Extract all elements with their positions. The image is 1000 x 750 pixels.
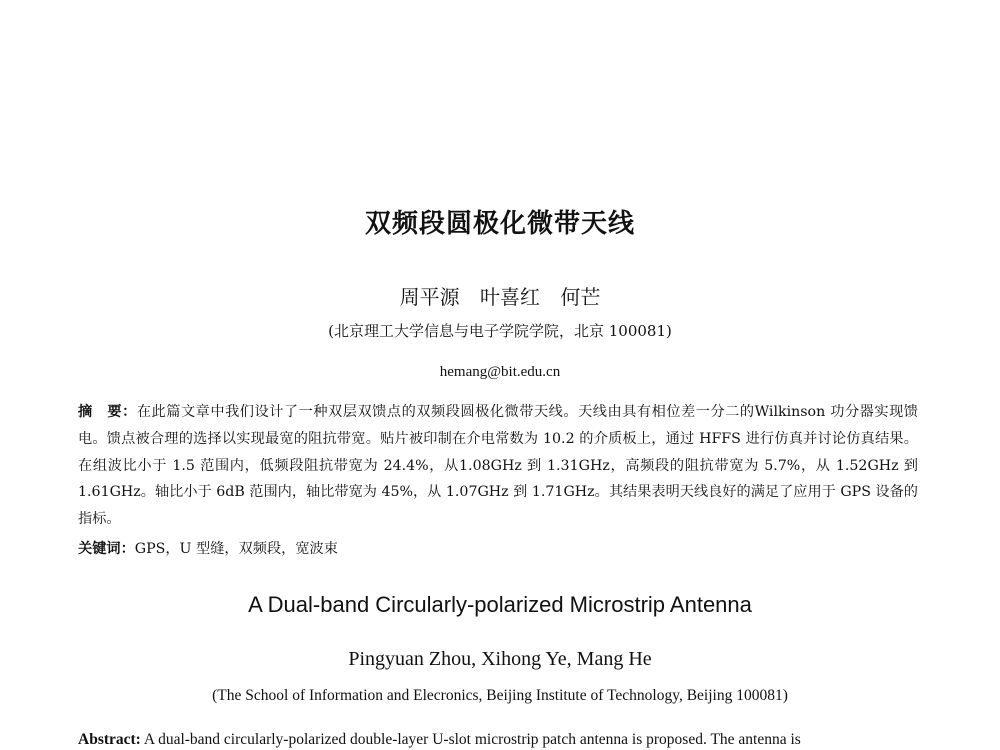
chinese-title: 双频段圆极化微带天线 bbox=[364, 209, 635, 239]
chinese-abstract-label: 摘 要： bbox=[78, 404, 137, 420]
english-abstract-text: A dual-band circularly-polarized double-layer U-slot microstrip patch antenna is proposed. The antenna is bbox=[140, 731, 801, 748]
chinese-keywords-label: 关键词： bbox=[78, 541, 135, 557]
chinese-abstract bbox=[78, 399, 918, 533]
chinese-authors: 周平源 叶喜红 何芒 bbox=[399, 285, 601, 309]
chinese-keywords bbox=[78, 537, 918, 561]
english-affiliation: (The School of Information and Elecronics, Beijing Institute of Technology, Beijing 100081) bbox=[212, 687, 788, 704]
author-email: hemang@bit.edu.cn bbox=[439, 364, 561, 380]
chinese-affiliation: (北京理工大学信息与电子学院学院，北京 100081) bbox=[328, 322, 672, 340]
english-abstract bbox=[78, 730, 938, 750]
english-title: A Dual-band Circularly-polarized Microstrip Antenna bbox=[248, 592, 752, 617]
chinese-abstract-text: 在此篇文章中我们设计了一种双层双馈点的双频段圆极化微带天线。天线由具有相位差一分二的Wilkinson 功分器实现馈电。馈点被合理的选择以实现最宽的阻抗带宽。贴片被印制在介电常数为 10.2 的介质板上，通过 HFFS 进行仿真并讨论仿真结果。在组波比小于 1.5 范围内，低频段阻抗带宽为 24.4%，从1.08GHz 到 1.31GHz，高频段的阻抗带宽为 5.7%，从 1.52GHz 到 1.61GHz。轴比小于 6dB 范围内，轴比带宽为 45%，从 1.07GHz 到 1.71GHz。其结果表明天线良好的满足了应用于 GPS 设备的指标。 bbox=[78, 404, 918, 528]
chinese-keywords-text: GPS，U 型缝，双频段，宽波束 bbox=[134, 541, 338, 557]
english-authors: Pingyuan Zhou, Xihong Ye, Mang He bbox=[348, 648, 652, 670]
english-abstract-label: Abstract: bbox=[78, 731, 141, 748]
